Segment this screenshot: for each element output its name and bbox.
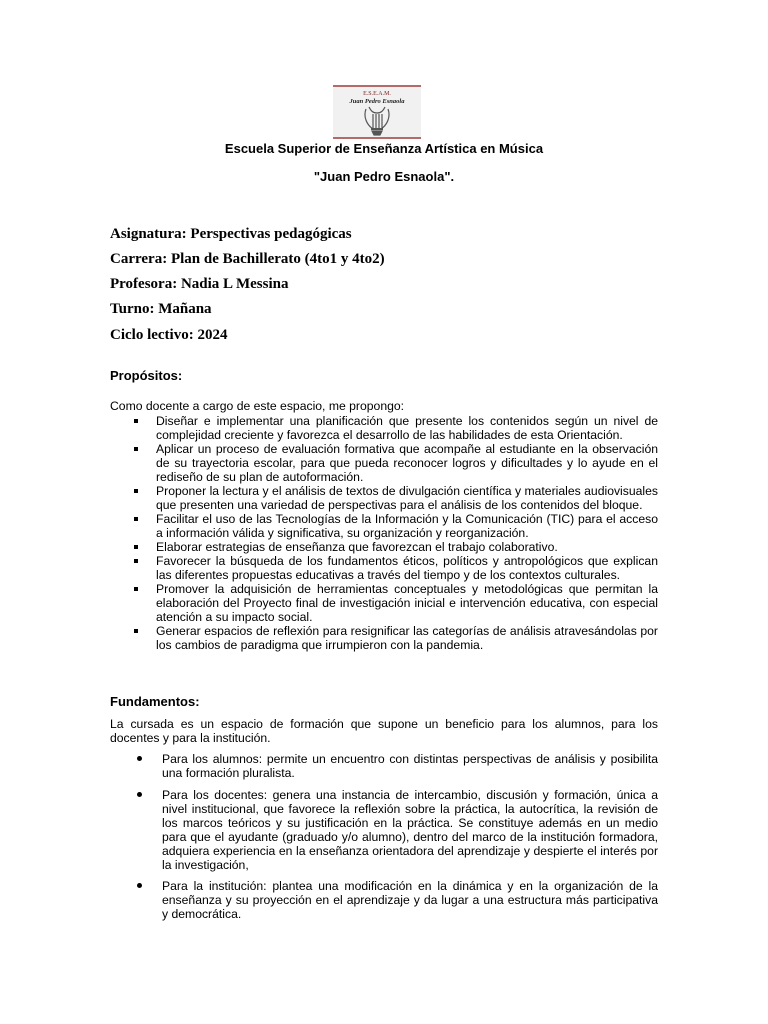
square-bullet-icon	[134, 419, 138, 423]
meta-asignatura: Asignatura: Perspectivas pedagógicas	[110, 226, 352, 242]
list-item: Elaborar estrategias de enseñanza que favorezcan el trabajo colaborativo.	[110, 540, 658, 554]
propositos-list	[110, 414, 658, 652]
square-bullet-icon	[134, 559, 138, 563]
lyre-icon	[365, 107, 389, 135]
fundamentos-title: Fundamentos:	[110, 694, 200, 709]
list-item: Generar espacios de reflexión para resignificar las categorías de análisis atravesándolas por los cambios de paradigma que irrumpieron con la pandemia.	[110, 624, 658, 652]
list-item: Promover la adquisición de herramientas conceptuales y metodológicas que permitan la elaboración del Proyecto final de investigación inicial e intervención educativa, con especial atención a su impacto social.	[110, 582, 658, 624]
round-bullet-icon	[137, 883, 142, 888]
list-item	[110, 788, 658, 872]
square-bullet-icon	[134, 447, 138, 451]
logo-name-text: Juan Pedro Esnaola	[349, 98, 405, 105]
square-bullet-icon	[134, 545, 138, 549]
list-item: Favorecer la búsqueda de los fundamentos éticos, políticos y antropológicos que explican las diferentes propuestas educativas a través del tiempo y de los contextos culturales.	[110, 554, 658, 582]
meta-profesora: Profesora: Nadia L Messina	[110, 276, 289, 292]
square-bullet-icon	[134, 629, 138, 633]
meta-carrera: Carrera: Plan de Bachillerato (4to1 y 4to2)	[110, 251, 385, 267]
square-bullet-icon	[134, 587, 138, 591]
list-item: Facilitar el uso de las Tecnologías de la Información y la Comunicación (TIC) para el acceso a información válida y significativa, su organización y reorganización.	[110, 512, 658, 540]
list-item: Proponer la lectura y el análisis de textos de divulgación científica y materiales audiovisuales que presenten una variedad de perspectivas para el análisis de los contenidos del bloque.	[110, 484, 658, 512]
fundamentos-item-docentes: Para los docentes: genera una instancia de intercambio, discusión y formación, única a nivel institucional, que favorece la reflexión sobre la práctica, la autocrítica, la revisión de los marcos teóricos y su justificación en la práctica. Se constituye además en un medio para que el ayudante (graduado y/o alumno), dentro del marco de la institución formadora, adquiera experiencia en la enseñanza orientadora del aprendizaje y despierte el interés por la investigación,	[162, 788, 658, 872]
fundamentos-intro: La cursada es un espacio de formación que supone un beneficio para los alumnos, para los docentes y para la institución.	[110, 717, 658, 745]
list-item: Diseñar e implementar una planificación que presente los contenidos según un nivel de complejidad creciente y favorezca el desarrollo de las habilidades de esta Orientación.	[110, 414, 658, 442]
square-bullet-icon	[134, 517, 138, 521]
school-name-quoted: "Juan Pedro Esnaola".	[313, 169, 455, 184]
lyre-logo-image	[333, 87, 421, 137]
meta-ciclo: Ciclo lectivo: 2024	[110, 327, 228, 343]
propositos-intro: Como docente a cargo de este espacio, me propongo:	[110, 399, 405, 413]
propositos-title: Propósitos:	[110, 368, 183, 383]
round-bullet-icon	[137, 792, 142, 797]
list-item	[110, 752, 658, 780]
fundamentos-item-alumnos: Para los alumnos: permite un encuentro con distintas perspectivas de análisis y posibilita una formación pluralista.	[162, 752, 658, 780]
fundamentos-item-institucion: Para la institución: plantea una modificación en la dinámica y en la organización de la enseñanza y su proyección en el aprendizaje y da lugar a una estructura más participativa y democrática.	[162, 879, 658, 921]
logo-top-text: E.S.E.A.M.	[363, 91, 391, 97]
school-logo	[333, 85, 421, 139]
meta-turno: Turno: Mañana	[110, 301, 212, 317]
square-bullet-icon	[134, 489, 138, 493]
list-item: Aplicar un proceso de evaluación formativa que acompañe al estudiante en la observación de su trayectoria escolar, para que pueda reconocer logros y dificultades y lo ayude en el rediseño de su plan de autoformación.	[110, 442, 658, 484]
school-title: Escuela Superior de Enseñanza Artística en Música	[224, 141, 544, 156]
round-bullet-icon	[137, 756, 142, 761]
list-item	[110, 879, 658, 921]
